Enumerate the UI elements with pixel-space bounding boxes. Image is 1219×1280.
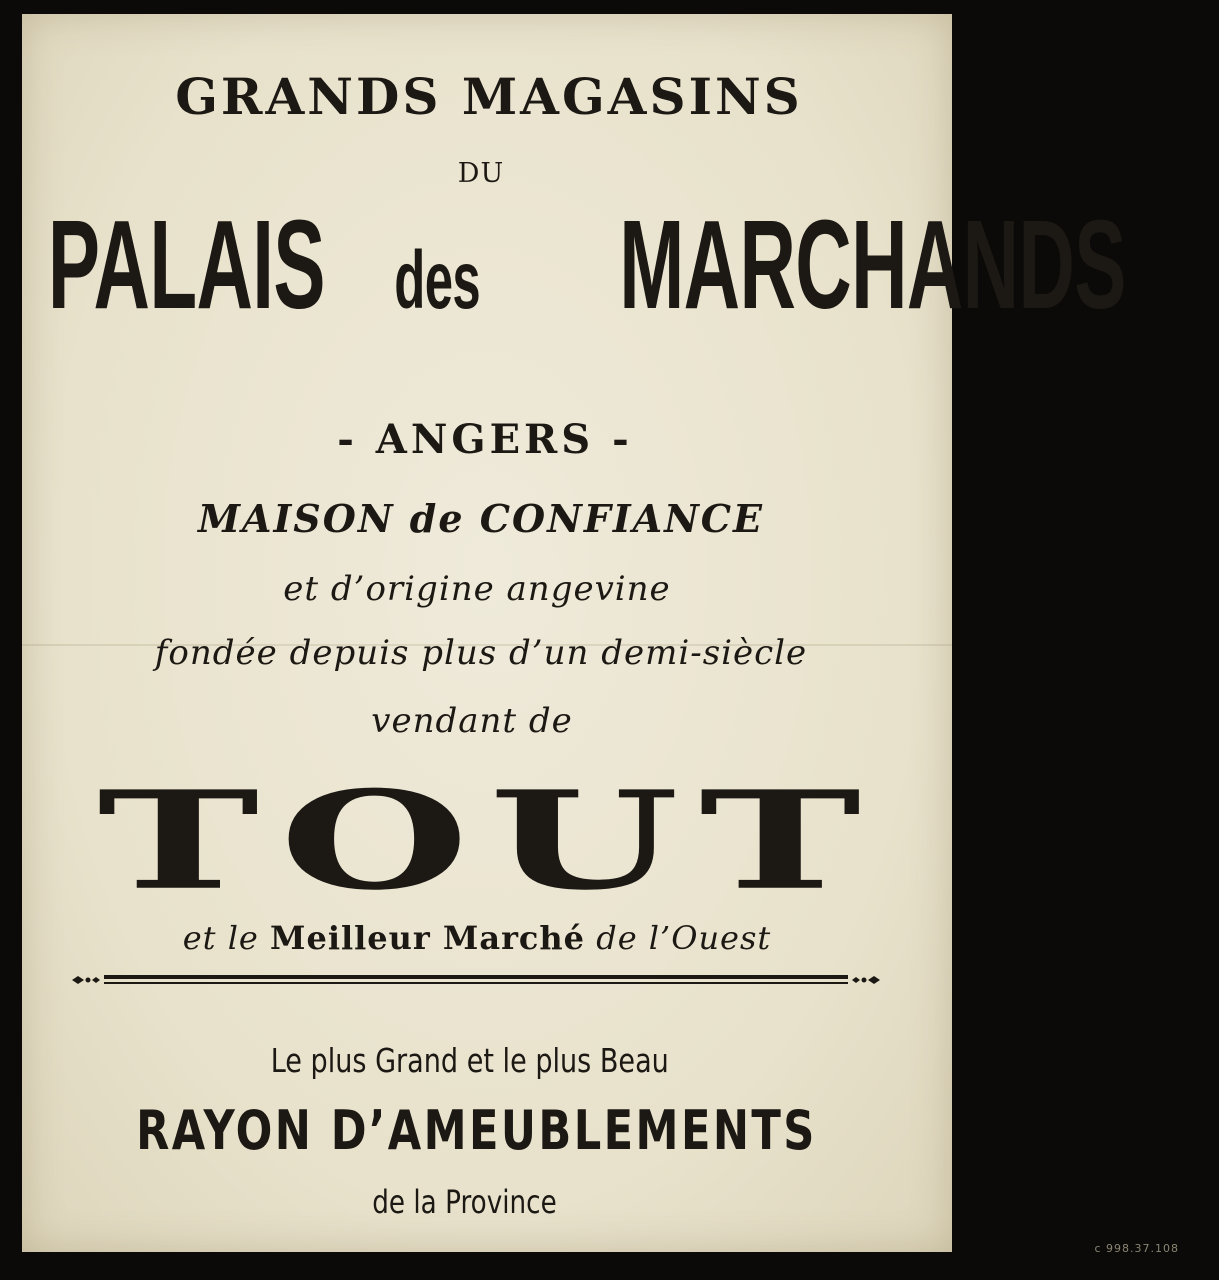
catalog-number: c 998.37.108 xyxy=(1094,1242,1179,1255)
des-word: des xyxy=(393,235,480,326)
meilleur-suffix: de l’Ouest xyxy=(596,919,772,957)
province-text: de la Province xyxy=(371,1183,557,1221)
tout-headline xyxy=(24,761,954,921)
grand-beau-line xyxy=(5,1041,935,1080)
meilleur-marche-bold: Meilleur Marché xyxy=(270,919,586,957)
palais-word: PALAIS xyxy=(47,194,325,335)
ornamental-rule xyxy=(70,970,882,990)
origine-angevine-line: et d’origine angevine xyxy=(283,569,671,609)
marchands-word: MARCHANDS xyxy=(619,194,1126,335)
grand-beau-text: Le plus Grand et le plus Beau xyxy=(270,1041,670,1080)
palais-des-marchands-title xyxy=(25,194,1126,335)
meilleur-prefix: et le xyxy=(182,919,259,957)
meilleur-marche-line xyxy=(12,919,942,957)
fondee-line: fondée depuis plus d’un demi-siècle xyxy=(154,633,808,673)
rayon-ameublements-heading xyxy=(11,1099,941,1162)
tout-word: TOUT xyxy=(96,761,882,921)
province-line xyxy=(0,1183,929,1221)
grands-magasins-heading: GRANDS MAGASINS xyxy=(175,67,803,126)
maison-confiance-line: MAISON de CONFIANCE xyxy=(197,496,765,541)
poster-sheet xyxy=(22,14,1126,1252)
rayon-ameublements-text: RAYON D’AMEUBLEMENTS xyxy=(135,1099,817,1162)
angers-line: - ANGERS - xyxy=(337,416,633,463)
du-line: DU xyxy=(457,158,505,189)
vendant-de-line: vendant de xyxy=(371,701,573,741)
